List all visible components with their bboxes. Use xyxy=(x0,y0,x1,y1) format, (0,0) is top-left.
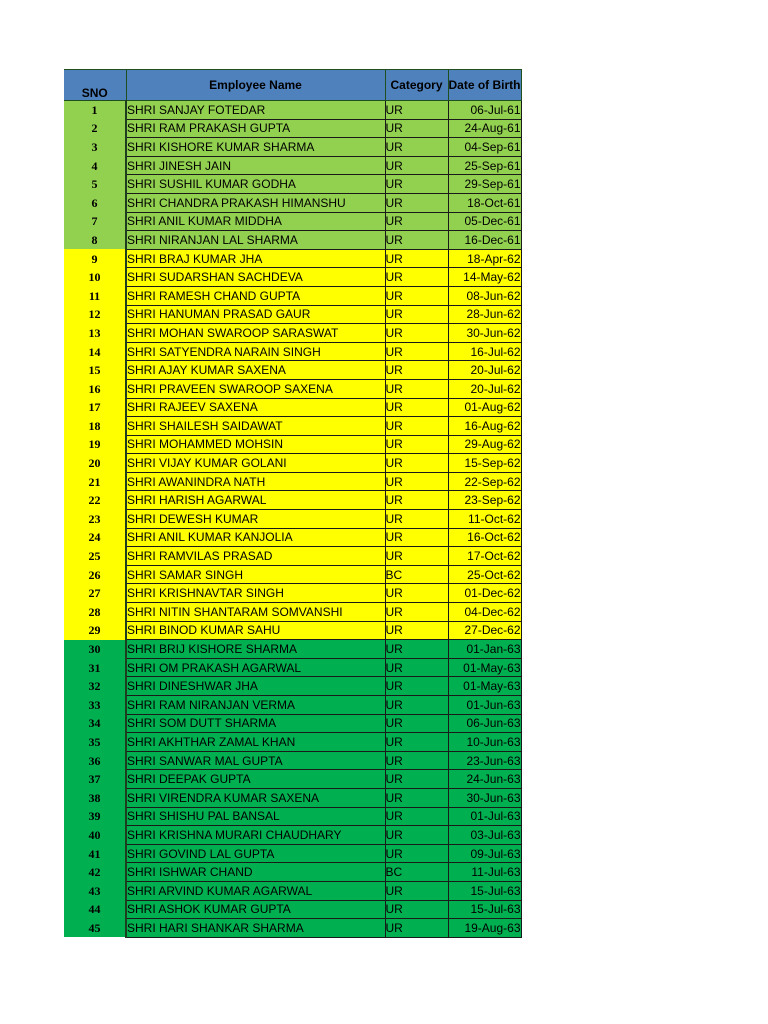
row-date-of-birth: 01-Jun-63 xyxy=(448,696,521,715)
row-employee-name: SHRI KRISHNAVTAR SINGH xyxy=(126,584,385,603)
row-category: UR xyxy=(385,788,448,807)
row-category: UR xyxy=(385,472,448,491)
row-employee-name: SHRI AWANINDRA NATH xyxy=(126,472,385,491)
row-category: UR xyxy=(385,528,448,547)
row-date-of-birth: 22-Sep-62 xyxy=(448,472,521,491)
row-category: UR xyxy=(385,175,448,194)
row-category: UR xyxy=(385,379,448,398)
row-date-of-birth: 05-Dec-61 xyxy=(448,212,521,231)
table-row xyxy=(64,305,521,324)
table-body xyxy=(64,101,521,938)
row-date-of-birth: 16-Jul-62 xyxy=(448,342,521,361)
row-employee-name: SHRI SATYENDRA NARAIN SINGH xyxy=(126,342,385,361)
row-category: UR xyxy=(385,584,448,603)
row-category: UR xyxy=(385,305,448,324)
row-sno: 42 xyxy=(64,863,126,882)
table-row xyxy=(64,733,521,752)
row-employee-name: SHRI MOHAN SWAROOP SARASWAT xyxy=(126,324,385,343)
table-row xyxy=(64,696,521,715)
table-row xyxy=(64,435,521,454)
row-sno: 18 xyxy=(64,417,126,436)
row-sno: 3 xyxy=(64,138,126,157)
row-employee-name: SHRI KISHORE KUMAR SHARMA xyxy=(126,138,385,157)
row-category: UR xyxy=(385,398,448,417)
table-row xyxy=(64,603,521,622)
row-sno: 24 xyxy=(64,528,126,547)
row-sno: 10 xyxy=(64,268,126,287)
row-sno: 40 xyxy=(64,826,126,845)
row-date-of-birth: 23-Jun-63 xyxy=(448,751,521,770)
row-category: UR xyxy=(385,900,448,919)
row-employee-name: SHRI SOM DUTT SHARMA xyxy=(126,714,385,733)
row-date-of-birth: 06-Jun-63 xyxy=(448,714,521,733)
row-sno: 17 xyxy=(64,398,126,417)
table-row xyxy=(64,268,521,287)
row-employee-name: SHRI CHANDRA PRAKASH HIMANSHU xyxy=(126,193,385,212)
table-row xyxy=(64,584,521,603)
row-date-of-birth: 14-May-62 xyxy=(448,268,521,287)
table-row xyxy=(64,510,521,529)
row-employee-name: SHRI PRAVEEN SWAROOP SAXENA xyxy=(126,379,385,398)
table-row xyxy=(64,677,521,696)
table-row xyxy=(64,770,521,789)
row-category: UR xyxy=(385,212,448,231)
row-sno: 1 xyxy=(64,101,126,120)
row-date-of-birth: 09-Jul-63 xyxy=(448,844,521,863)
row-sno: 11 xyxy=(64,286,126,305)
row-sno: 7 xyxy=(64,212,126,231)
row-date-of-birth: 15-Jul-63 xyxy=(448,900,521,919)
row-category: UR xyxy=(385,640,448,659)
row-sno: 16 xyxy=(64,379,126,398)
row-employee-name: SHRI SAMAR SINGH xyxy=(126,565,385,584)
row-employee-name: SHRI HARI SHANKAR SHARMA xyxy=(126,919,385,938)
row-employee-name: SHRI SHISHU PAL BANSAL xyxy=(126,807,385,826)
row-sno: 30 xyxy=(64,640,126,659)
row-category: UR xyxy=(385,342,448,361)
row-sno: 13 xyxy=(64,324,126,343)
employee-table xyxy=(64,69,522,938)
row-sno: 34 xyxy=(64,714,126,733)
row-date-of-birth: 24-Aug-61 xyxy=(448,119,521,138)
table-row xyxy=(64,342,521,361)
table-row xyxy=(64,658,521,677)
row-category: UR xyxy=(385,844,448,863)
row-category: UR xyxy=(385,193,448,212)
table-row xyxy=(64,398,521,417)
row-category: UR xyxy=(385,268,448,287)
row-category: UR xyxy=(385,658,448,677)
row-category: UR xyxy=(385,156,448,175)
row-date-of-birth: 23-Sep-62 xyxy=(448,491,521,510)
row-date-of-birth: 16-Aug-62 xyxy=(448,417,521,436)
row-sno: 32 xyxy=(64,677,126,696)
row-sno: 45 xyxy=(64,919,126,938)
table-row xyxy=(64,714,521,733)
row-employee-name: SHRI RAM NIRANJAN VERMA xyxy=(126,696,385,715)
row-sno: 27 xyxy=(64,584,126,603)
header-row xyxy=(64,70,521,101)
row-date-of-birth: 24-Jun-63 xyxy=(448,770,521,789)
row-date-of-birth: 11-Oct-62 xyxy=(448,510,521,529)
row-sno: 15 xyxy=(64,361,126,380)
row-date-of-birth: 06-Jul-61 xyxy=(448,101,521,120)
row-employee-name: SHRI ANIL KUMAR MIDDHA xyxy=(126,212,385,231)
row-category: UR xyxy=(385,751,448,770)
row-sno: 8 xyxy=(64,231,126,250)
table-row xyxy=(64,826,521,845)
row-employee-name: SHRI BRIJ KISHORE SHARMA xyxy=(126,640,385,659)
row-employee-name: SHRI SUSHIL KUMAR GODHA xyxy=(126,175,385,194)
table-row xyxy=(64,491,521,510)
row-date-of-birth: 17-Oct-62 xyxy=(448,547,521,566)
row-sno: 38 xyxy=(64,788,126,807)
row-sno: 23 xyxy=(64,510,126,529)
row-sno: 6 xyxy=(64,193,126,212)
header-category: Category xyxy=(385,70,448,101)
table-row xyxy=(64,231,521,250)
row-date-of-birth: 01-Dec-62 xyxy=(448,584,521,603)
row-sno: 37 xyxy=(64,770,126,789)
row-category: UR xyxy=(385,919,448,938)
row-sno: 12 xyxy=(64,305,126,324)
row-date-of-birth: 15-Sep-62 xyxy=(448,454,521,473)
header-employee-name: Employee Name xyxy=(126,70,385,101)
table-row xyxy=(64,881,521,900)
row-sno: 5 xyxy=(64,175,126,194)
row-employee-name: SHRI ASHOK KUMAR GUPTA xyxy=(126,900,385,919)
table-row xyxy=(64,249,521,268)
row-date-of-birth: 08-Jun-62 xyxy=(448,286,521,305)
table-row xyxy=(64,900,521,919)
row-category: UR xyxy=(385,770,448,789)
row-category: UR xyxy=(385,101,448,120)
row-sno: 9 xyxy=(64,249,126,268)
table-row xyxy=(64,454,521,473)
row-date-of-birth: 25-Oct-62 xyxy=(448,565,521,584)
row-employee-name: SHRI ARVIND KUMAR AGARWAL xyxy=(126,881,385,900)
row-category: UR xyxy=(385,231,448,250)
row-category: BC xyxy=(385,565,448,584)
row-sno: 25 xyxy=(64,547,126,566)
row-date-of-birth: 18-Apr-62 xyxy=(448,249,521,268)
row-category: UR xyxy=(385,881,448,900)
row-category: BC xyxy=(385,863,448,882)
row-category: UR xyxy=(385,324,448,343)
row-date-of-birth: 01-May-63 xyxy=(448,658,521,677)
row-category: UR xyxy=(385,249,448,268)
row-date-of-birth: 16-Oct-62 xyxy=(448,528,521,547)
row-employee-name: SHRI DEWESH KUMAR xyxy=(126,510,385,529)
row-sno: 2 xyxy=(64,119,126,138)
row-category: UR xyxy=(385,807,448,826)
row-employee-name: SHRI SUDARSHAN SACHDEVA xyxy=(126,268,385,287)
table-row xyxy=(64,379,521,398)
table-row xyxy=(64,807,521,826)
row-employee-name: SHRI NIRANJAN LAL SHARMA xyxy=(126,231,385,250)
row-employee-name: SHRI RAMESH CHAND GUPTA xyxy=(126,286,385,305)
row-date-of-birth: 15-Jul-63 xyxy=(448,881,521,900)
row-category: UR xyxy=(385,677,448,696)
row-category: UR xyxy=(385,696,448,715)
row-category: UR xyxy=(385,714,448,733)
row-category: UR xyxy=(385,621,448,640)
table-row xyxy=(64,528,521,547)
row-employee-name: SHRI ANIL KUMAR KANJOLIA xyxy=(126,528,385,547)
row-employee-name: SHRI OM PRAKASH AGARWAL xyxy=(126,658,385,677)
row-employee-name: SHRI HANUMAN PRASAD GAUR xyxy=(126,305,385,324)
row-employee-name: SHRI RAM PRAKASH GUPTA xyxy=(126,119,385,138)
table-row xyxy=(64,621,521,640)
row-sno: 41 xyxy=(64,844,126,863)
header-date-of-birth: Date of Birth xyxy=(448,70,521,101)
table-row xyxy=(64,212,521,231)
row-category: UR xyxy=(385,361,448,380)
row-employee-name: SHRI AJAY KUMAR SAXENA xyxy=(126,361,385,380)
table-row xyxy=(64,286,521,305)
row-sno: 44 xyxy=(64,900,126,919)
row-employee-name: SHRI SANWAR MAL GUPTA xyxy=(126,751,385,770)
row-date-of-birth: 29-Aug-62 xyxy=(448,435,521,454)
row-employee-name: SHRI SANJAY FOTEDAR xyxy=(126,101,385,120)
row-sno: 33 xyxy=(64,696,126,715)
row-date-of-birth: 11-Jul-63 xyxy=(448,863,521,882)
row-date-of-birth: 27-Dec-62 xyxy=(448,621,521,640)
table-row xyxy=(64,547,521,566)
row-sno: 28 xyxy=(64,603,126,622)
row-category: UR xyxy=(385,138,448,157)
row-sno: 4 xyxy=(64,156,126,175)
table-row xyxy=(64,751,521,770)
row-employee-name: SHRI RAJEEV SAXENA xyxy=(126,398,385,417)
table-row xyxy=(64,788,521,807)
table-row xyxy=(64,175,521,194)
row-sno: 21 xyxy=(64,472,126,491)
row-category: UR xyxy=(385,826,448,845)
row-employee-name: SHRI MOHAMMED MOHSIN xyxy=(126,435,385,454)
row-employee-name: SHRI KRISHNA MURARI CHAUDHARY xyxy=(126,826,385,845)
row-employee-name: SHRI JINESH JAIN xyxy=(126,156,385,175)
row-employee-name: SHRI VIRENDRA KUMAR SAXENA xyxy=(126,788,385,807)
row-sno: 43 xyxy=(64,881,126,900)
table-row xyxy=(64,324,521,343)
row-employee-name: SHRI NITIN SHANTARAM SOMVANSHI xyxy=(126,603,385,622)
row-date-of-birth: 03-Jul-63 xyxy=(448,826,521,845)
row-date-of-birth: 30-Jun-63 xyxy=(448,788,521,807)
row-date-of-birth: 20-Jul-62 xyxy=(448,379,521,398)
row-date-of-birth: 04-Sep-61 xyxy=(448,138,521,157)
row-date-of-birth: 04-Dec-62 xyxy=(448,603,521,622)
table-row xyxy=(64,640,521,659)
table-row xyxy=(64,863,521,882)
table-row xyxy=(64,361,521,380)
table-row xyxy=(64,919,521,938)
row-sno: 20 xyxy=(64,454,126,473)
row-employee-name: SHRI DEEPAK GUPTA xyxy=(126,770,385,789)
row-date-of-birth: 20-Jul-62 xyxy=(448,361,521,380)
row-employee-name: SHRI VIJAY KUMAR GOLANI xyxy=(126,454,385,473)
row-sno: 22 xyxy=(64,491,126,510)
row-category: UR xyxy=(385,510,448,529)
row-date-of-birth: 30-Jun-62 xyxy=(448,324,521,343)
row-date-of-birth: 25-Sep-61 xyxy=(448,156,521,175)
row-category: UR xyxy=(385,417,448,436)
row-category: UR xyxy=(385,454,448,473)
row-employee-name: SHRI HARISH AGARWAL xyxy=(126,491,385,510)
row-employee-name: SHRI SHAILESH SAIDAWAT xyxy=(126,417,385,436)
row-category: UR xyxy=(385,603,448,622)
row-sno: 26 xyxy=(64,565,126,584)
table-row xyxy=(64,193,521,212)
table-row xyxy=(64,156,521,175)
row-date-of-birth: 01-Jan-63 xyxy=(448,640,521,659)
row-date-of-birth: 16-Dec-61 xyxy=(448,231,521,250)
row-employee-name: SHRI GOVIND LAL GUPTA xyxy=(126,844,385,863)
row-category: UR xyxy=(385,435,448,454)
row-category: UR xyxy=(385,547,448,566)
row-employee-name: SHRI RAMVILAS PRASAD xyxy=(126,547,385,566)
table-row xyxy=(64,472,521,491)
row-category: UR xyxy=(385,491,448,510)
header-sno: SNO xyxy=(64,70,126,101)
row-employee-name: SHRI ISHWAR CHAND xyxy=(126,863,385,882)
table-row xyxy=(64,417,521,436)
row-sno: 35 xyxy=(64,733,126,752)
row-date-of-birth: 29-Sep-61 xyxy=(448,175,521,194)
row-sno: 14 xyxy=(64,342,126,361)
row-category: UR xyxy=(385,119,448,138)
table-row xyxy=(64,565,521,584)
row-date-of-birth: 18-Oct-61 xyxy=(448,193,521,212)
row-employee-name: SHRI BINOD KUMAR SAHU xyxy=(126,621,385,640)
row-employee-name: SHRI BRAJ KUMAR JHA xyxy=(126,249,385,268)
row-employee-name: SHRI DINESHWAR JHA xyxy=(126,677,385,696)
row-date-of-birth: 01-Aug-62 xyxy=(448,398,521,417)
row-date-of-birth: 28-Jun-62 xyxy=(448,305,521,324)
table-row xyxy=(64,844,521,863)
table-row xyxy=(64,119,521,138)
row-sno: 19 xyxy=(64,435,126,454)
row-sno: 36 xyxy=(64,751,126,770)
row-sno: 29 xyxy=(64,621,126,640)
row-date-of-birth: 01-Jul-63 xyxy=(448,807,521,826)
row-date-of-birth: 01-May-63 xyxy=(448,677,521,696)
row-date-of-birth: 10-Jun-63 xyxy=(448,733,521,752)
table-row xyxy=(64,138,521,157)
row-employee-name: SHRI AKHTHAR ZAMAL KHAN xyxy=(126,733,385,752)
row-category: UR xyxy=(385,733,448,752)
row-date-of-birth: 19-Aug-63 xyxy=(448,919,521,938)
row-category: UR xyxy=(385,286,448,305)
row-sno: 31 xyxy=(64,658,126,677)
table-row xyxy=(64,101,521,120)
row-sno: 39 xyxy=(64,807,126,826)
